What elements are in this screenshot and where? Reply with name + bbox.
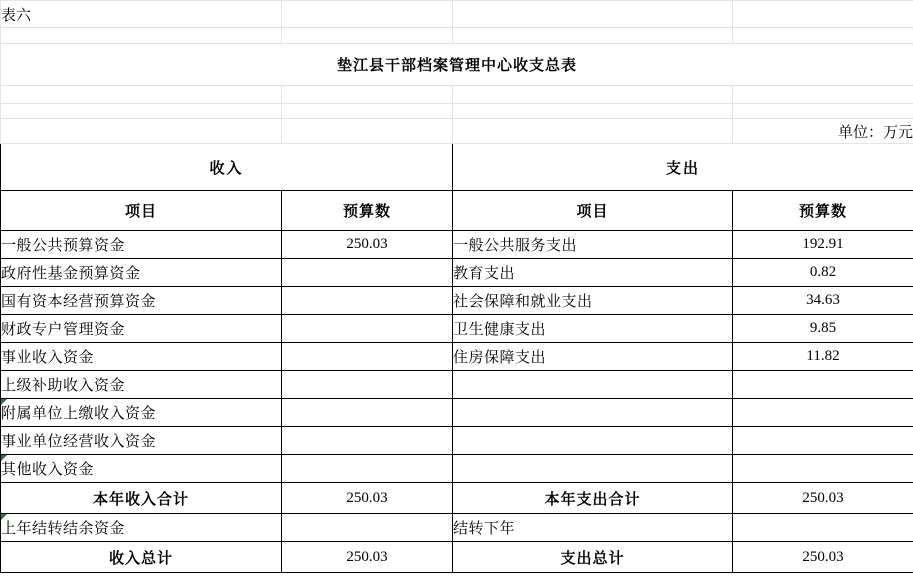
empty-cell <box>1 104 282 119</box>
empty-cell <box>453 119 733 144</box>
carryover-income-label: 上年结转结余资金 <box>1 514 282 542</box>
carryover-expense-value <box>733 514 913 542</box>
expense-item <box>453 399 733 427</box>
expense-value <box>733 455 913 483</box>
income-value <box>282 399 453 427</box>
table-row <box>1 343 913 371</box>
expense-value: 34.63 <box>733 287 913 315</box>
empty-cell <box>1 28 282 44</box>
income-item: 政府性基金预算资金 <box>1 259 282 287</box>
empty-cell <box>453 28 733 44</box>
total-expense-value: 250.03 <box>733 542 913 573</box>
total-income-label: 收入总计 <box>1 542 282 573</box>
page-title: 垫江县干部档案管理中心收支总表 <box>1 44 913 86</box>
column-header-expense-item: 项目 <box>453 191 733 231</box>
table-row <box>1 427 913 455</box>
expense-value: 9.85 <box>733 315 913 343</box>
column-header-income-value: 预算数 <box>282 191 453 231</box>
empty-cell <box>453 104 733 119</box>
expense-item: 社会保障和就业支出 <box>453 287 733 315</box>
unit-note-row <box>1 119 913 144</box>
empty-cell <box>453 86 733 104</box>
income-value <box>282 371 453 399</box>
carryover-row <box>1 514 913 542</box>
income-value <box>282 287 453 315</box>
title-row <box>1 44 913 86</box>
income-value: 250.03 <box>282 231 453 259</box>
total-income-value: 250.03 <box>282 542 453 573</box>
expense-item <box>453 371 733 399</box>
expense-item: 卫生健康支出 <box>453 315 733 343</box>
income-item: 一般公共预算资金 <box>1 231 282 259</box>
subtotal-row <box>1 483 913 514</box>
income-item: 事业收入资金 <box>1 343 282 371</box>
empty-cell <box>282 104 453 119</box>
empty-cell <box>282 1 453 28</box>
table-row <box>1 371 913 399</box>
unit-note: 单位：万元 <box>733 119 913 144</box>
column-header-row <box>1 191 913 231</box>
group-header-row <box>1 144 913 191</box>
report-tag: 表六 <box>1 1 282 28</box>
table-row <box>1 315 913 343</box>
total-row <box>1 542 913 573</box>
subtotal-income-value: 250.03 <box>282 483 453 514</box>
expense-item <box>453 455 733 483</box>
empty-cell <box>733 28 913 44</box>
expense-value <box>733 399 913 427</box>
subtotal-expense-value: 250.03 <box>733 483 913 514</box>
income-item: 国有资本经营预算资金 <box>1 287 282 315</box>
empty-cell <box>1 86 282 104</box>
column-header-income-item: 项目 <box>1 191 282 231</box>
spacer-row <box>1 28 913 44</box>
income-item: 事业单位经营收入资金 <box>1 427 282 455</box>
income-item: 附属单位上缴收入资金 <box>1 399 282 427</box>
carryover-expense-label: 结转下年 <box>453 514 733 542</box>
income-value <box>282 343 453 371</box>
expense-value: 11.82 <box>733 343 913 371</box>
expense-value <box>733 427 913 455</box>
total-expense-label: 支出总计 <box>453 542 733 573</box>
table-row <box>1 287 913 315</box>
table-row <box>1 399 913 427</box>
group-header-expense: 支出 <box>453 144 913 191</box>
empty-cell <box>1 119 282 144</box>
tag-row <box>1 1 913 28</box>
spacer-row <box>1 86 913 104</box>
empty-cell <box>282 28 453 44</box>
empty-cell <box>733 1 913 28</box>
income-value <box>282 455 453 483</box>
expense-value <box>733 371 913 399</box>
expense-value: 192.91 <box>733 231 913 259</box>
income-value <box>282 315 453 343</box>
carryover-income-value <box>282 514 453 542</box>
empty-cell <box>733 86 913 104</box>
group-header-income: 收入 <box>1 144 453 191</box>
expense-item: 住房保障支出 <box>453 343 733 371</box>
empty-cell <box>733 104 913 119</box>
income-item: 其他收入资金 <box>1 455 282 483</box>
income-value <box>282 427 453 455</box>
subtotal-income-label: 本年收入合计 <box>1 483 282 514</box>
expense-value: 0.82 <box>733 259 913 287</box>
table-row <box>1 231 913 259</box>
expense-item: 一般公共服务支出 <box>453 231 733 259</box>
subtotal-expense-label: 本年支出合计 <box>453 483 733 514</box>
table-row <box>1 259 913 287</box>
income-item: 上级补助收入资金 <box>1 371 282 399</box>
empty-cell <box>282 86 453 104</box>
income-value <box>282 259 453 287</box>
spacer-row <box>1 104 913 119</box>
table-row <box>1 455 913 483</box>
empty-cell <box>282 119 453 144</box>
expense-item: 教育支出 <box>453 259 733 287</box>
column-header-expense-value: 预算数 <box>733 191 913 231</box>
empty-cell <box>453 1 733 28</box>
income-item: 财政专户管理资金 <box>1 315 282 343</box>
expense-item <box>453 427 733 455</box>
